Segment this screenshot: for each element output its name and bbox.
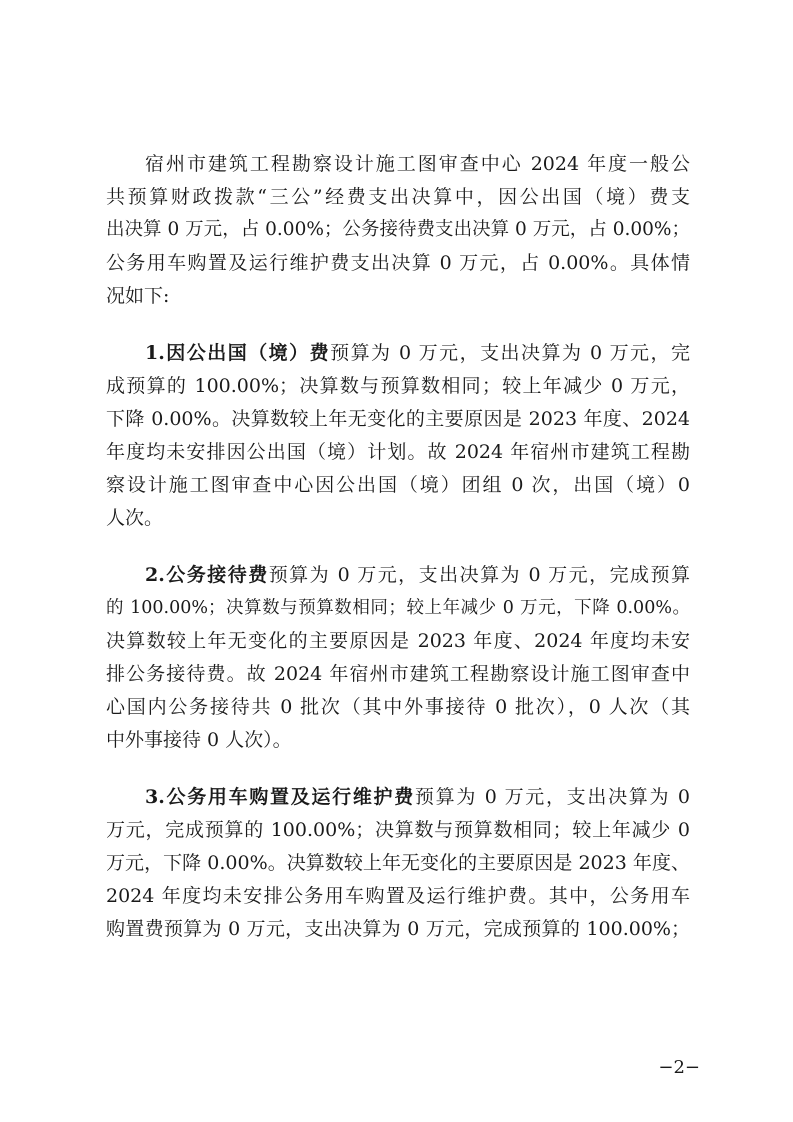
page-number: −2− <box>658 1057 700 1078</box>
paragraph-line: 公务用车购置及运行维护费支出决算 0 万元，占 0.00%。具体情 <box>106 252 690 274</box>
paragraph-text: 预算为 0 万元，支出决算为 0 <box>414 786 690 808</box>
paragraph-text: 预算为 0 万元，支出决算为 0 万元，完成预算 <box>268 564 690 586</box>
paragraph-line: 万元，下降 0.00%。决算数较上年无变化的主要原因是 2023 年度、 <box>106 852 690 874</box>
paragraph-line: 购置费预算为 0 万元，支出决算为 0 万元，完成预算的 100.00%； <box>106 918 690 940</box>
paragraph-line: 万元，完成预算的 100.00%；决算数与预算数相同；较上年减少 0 <box>106 819 690 841</box>
paragraph-line: 决算数较上年无变化的主要原因是 2023 年度、2024 年度均未安 <box>106 630 690 652</box>
paragraph-line: 2024 年度均未安排公务用车购置及运行维护费。其中，公务用车 <box>106 885 690 907</box>
section-heading: 2.公务接待费 <box>145 564 269 586</box>
section-heading: 3.公务用车购置及运行维护费 <box>145 786 415 808</box>
paragraph-line: 的 100.00%；决算数与预算数相同；较上年减少 0 万元，下降 0.00%。 <box>106 598 690 618</box>
paragraph-first-line <box>145 341 690 365</box>
paragraph-text: 预算为 0 万元，支出决算为 0 万元，完 <box>330 342 690 364</box>
paragraph-line: 中外事接待 0 人次）。 <box>106 729 292 751</box>
paragraph-line: 况如下: <box>106 285 170 307</box>
paragraph-line: 宿州市建筑工程勘察设计施工图审查中心 2024 年度一般公 <box>145 153 690 175</box>
paragraph-line: 下降 0.00%。决算数较上年无变化的主要原因是 2023 年度、2024 <box>106 408 690 430</box>
paragraph-line: 察设计施工图审查中心因公出国（境）团组 0 次，出国（境）0 <box>106 474 690 496</box>
paragraph-line: 出决算 0 万元，占 0.00%；公务接待费支出决算 0 万元，占 0.00%； <box>106 219 690 240</box>
paragraph-line: 共预算财政拨款“三公”经费支出决算中，因公出国（境）费支 <box>106 186 690 208</box>
paragraph-line: 排公务接待费。故 2024 年宿州市建筑工程勘察设计施工图审查中 <box>106 663 690 685</box>
paragraph-line: 人次。 <box>106 507 164 529</box>
paragraph-line: 年度均未安排因公出国（境）计划。故 2024 年宿州市建筑工程勘 <box>106 441 690 463</box>
paragraph-line: 成预算的 100.00%；决算数与预算数相同；较上年减少 0 万元， <box>106 375 690 397</box>
paragraph-first-line <box>145 563 690 587</box>
paragraph-line: 心国内公务接待共 0 批次（其中外事接待 0 批次），0 人次（其 <box>106 696 690 718</box>
paragraph-first-line <box>145 785 690 809</box>
section-heading: 1.因公出国（境）费 <box>145 342 331 364</box>
